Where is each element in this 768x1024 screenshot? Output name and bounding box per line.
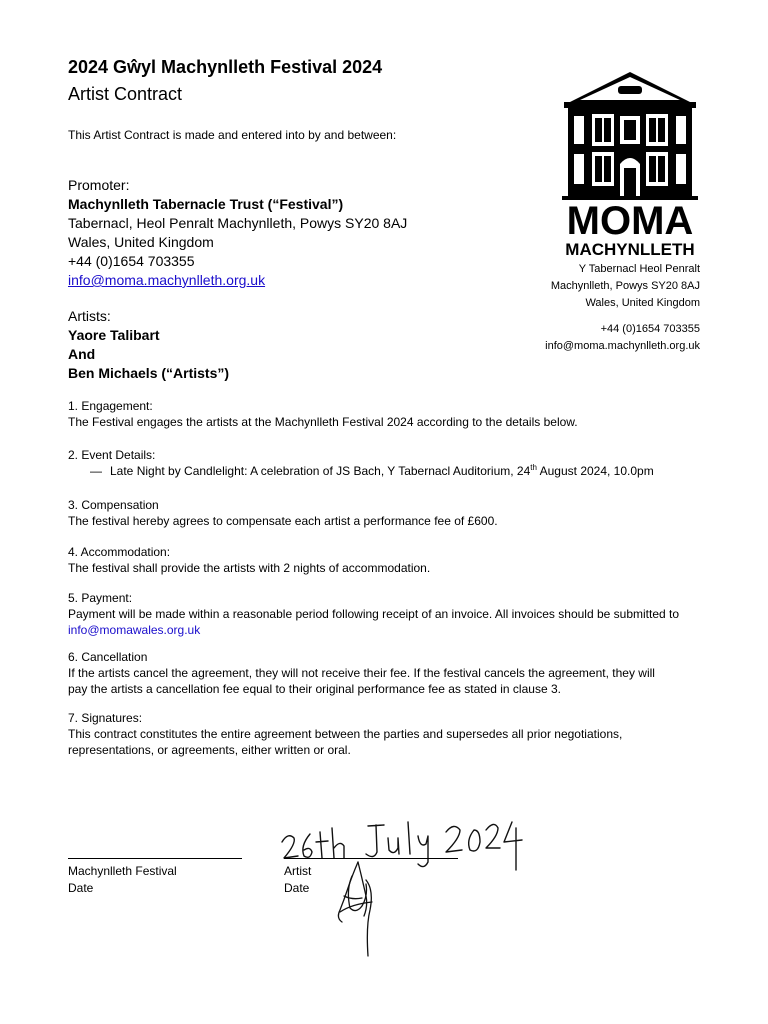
clause-body-line1: If the artists cancel the agreement, they will not receive their fee. If the festival cancels the agreement, they will xyxy=(68,666,655,680)
clause-heading: 2. Event Details: xyxy=(68,448,156,462)
promoter-email-link[interactable]: info@moma.machynlleth.org.uk xyxy=(68,272,266,288)
festival-signoff-labels xyxy=(68,863,177,897)
promoter-block xyxy=(68,176,407,290)
promoter-name: Machynlleth Tabernacle Trust (“Festival”) xyxy=(68,196,344,212)
clause-heading: 4. Accommodation: xyxy=(68,545,171,559)
clause-accommodation xyxy=(68,544,708,576)
clause-body: The festival hereby agrees to compensate each artist a performance fee of £600. xyxy=(68,514,498,528)
artists-joiner: And xyxy=(68,346,96,362)
clause-heading: 3. Compensation xyxy=(68,498,159,512)
clause-compensation xyxy=(68,497,708,529)
logo-wordmark: MOMA xyxy=(566,199,694,243)
clause-body-line1: This contract constitutes the entire agreement between the parties and supersedes all prior negotiations, xyxy=(68,727,623,741)
promoter-address-line2: Wales, United Kingdom xyxy=(68,234,214,250)
artist-signoff-labels xyxy=(284,863,311,897)
promoter-phone: +44 (0)1654 703355 xyxy=(68,253,195,269)
handwritten-date xyxy=(276,808,526,888)
document-subtitle: Artist Contract xyxy=(68,84,183,104)
clause-body: Payment will be made within a reasonable period following receipt of an invoice. All invoices should be submitted to xyxy=(68,607,680,621)
artist-2-name: Ben Michaels (“Artists”) xyxy=(68,365,230,381)
artist-label: Artist xyxy=(284,864,312,878)
logo-address-line3: Wales, United Kingdom xyxy=(585,297,700,309)
clause-heading: 1. Engagement: xyxy=(68,399,153,413)
clause-payment xyxy=(68,590,708,638)
promoter-address-line1: Tabernacl, Heol Penralt Machynlleth, Powys SY20 8AJ xyxy=(68,215,408,231)
clause-body-line2: pay the artists a cancellation fee equal to their original performance fee as stated in clause 3. xyxy=(68,682,561,696)
artists-label: Artists: xyxy=(68,308,111,324)
document-title: 2024 Gŵyl Machynlleth Festival 2024 xyxy=(68,57,383,77)
intro-text: This Artist Contract is made and entered into by and between: xyxy=(68,128,397,142)
clause-heading: 5. Payment: xyxy=(68,591,133,605)
festival-label: Machynlleth Festival xyxy=(68,864,177,878)
event-ordinal-suffix: th xyxy=(530,463,537,472)
clause-body: The festival shall provide the artists with 2 nights of accommodation. xyxy=(68,561,431,575)
event-text-before: Late Night by Candlelight: A celebration of JS Bach, Y Tabernacl Auditorium, 24 xyxy=(110,464,531,478)
clause-body: The Festival engages the artists at the Machynlleth Festival 2024 according to the details below. xyxy=(68,415,578,429)
promoter-label: Promoter: xyxy=(68,177,130,193)
logo-address-line1: Y Tabernacl Heol Penralt xyxy=(578,263,700,275)
event-text-after: August 2024, 10.0pm xyxy=(536,464,654,478)
clause-event-details xyxy=(68,447,708,479)
clause-body-line2: representations, or agreements, either written or oral. xyxy=(68,743,351,757)
logo-subtitle: MACHYNLLETH xyxy=(565,240,695,258)
moma-logo xyxy=(560,68,700,258)
clause-signatures xyxy=(68,710,708,758)
logo-email: info@moma.machynlleth.org.uk xyxy=(545,340,700,352)
payment-email-link[interactable]: info@momawales.org.uk xyxy=(68,623,201,637)
tabernacle-building-icon xyxy=(562,72,698,200)
handwritten-date-text: 26th July 2024 xyxy=(276,808,283,809)
festival-signature-line xyxy=(68,858,242,859)
logo-address-block xyxy=(440,261,700,312)
artist-signature xyxy=(322,856,392,961)
clause-cancellation xyxy=(68,649,708,697)
clause-engagement xyxy=(68,398,708,430)
bullet-dash: — xyxy=(90,464,102,478)
artists-block xyxy=(68,307,229,383)
artist-date-label: Date xyxy=(284,881,310,895)
artist-1-name: Yaore Talibart xyxy=(68,327,160,343)
logo-phone: +44 (0)1654 703355 xyxy=(600,323,700,335)
clause-heading: 6. Cancellation xyxy=(68,650,148,664)
event-bullet xyxy=(68,463,708,479)
logo-contact-block xyxy=(440,321,700,355)
logo-address-line2: Machynlleth, Powys SY20 8AJ xyxy=(550,280,700,292)
clause-heading: 7. Signatures: xyxy=(68,711,143,725)
festival-date-label: Date xyxy=(68,881,94,895)
